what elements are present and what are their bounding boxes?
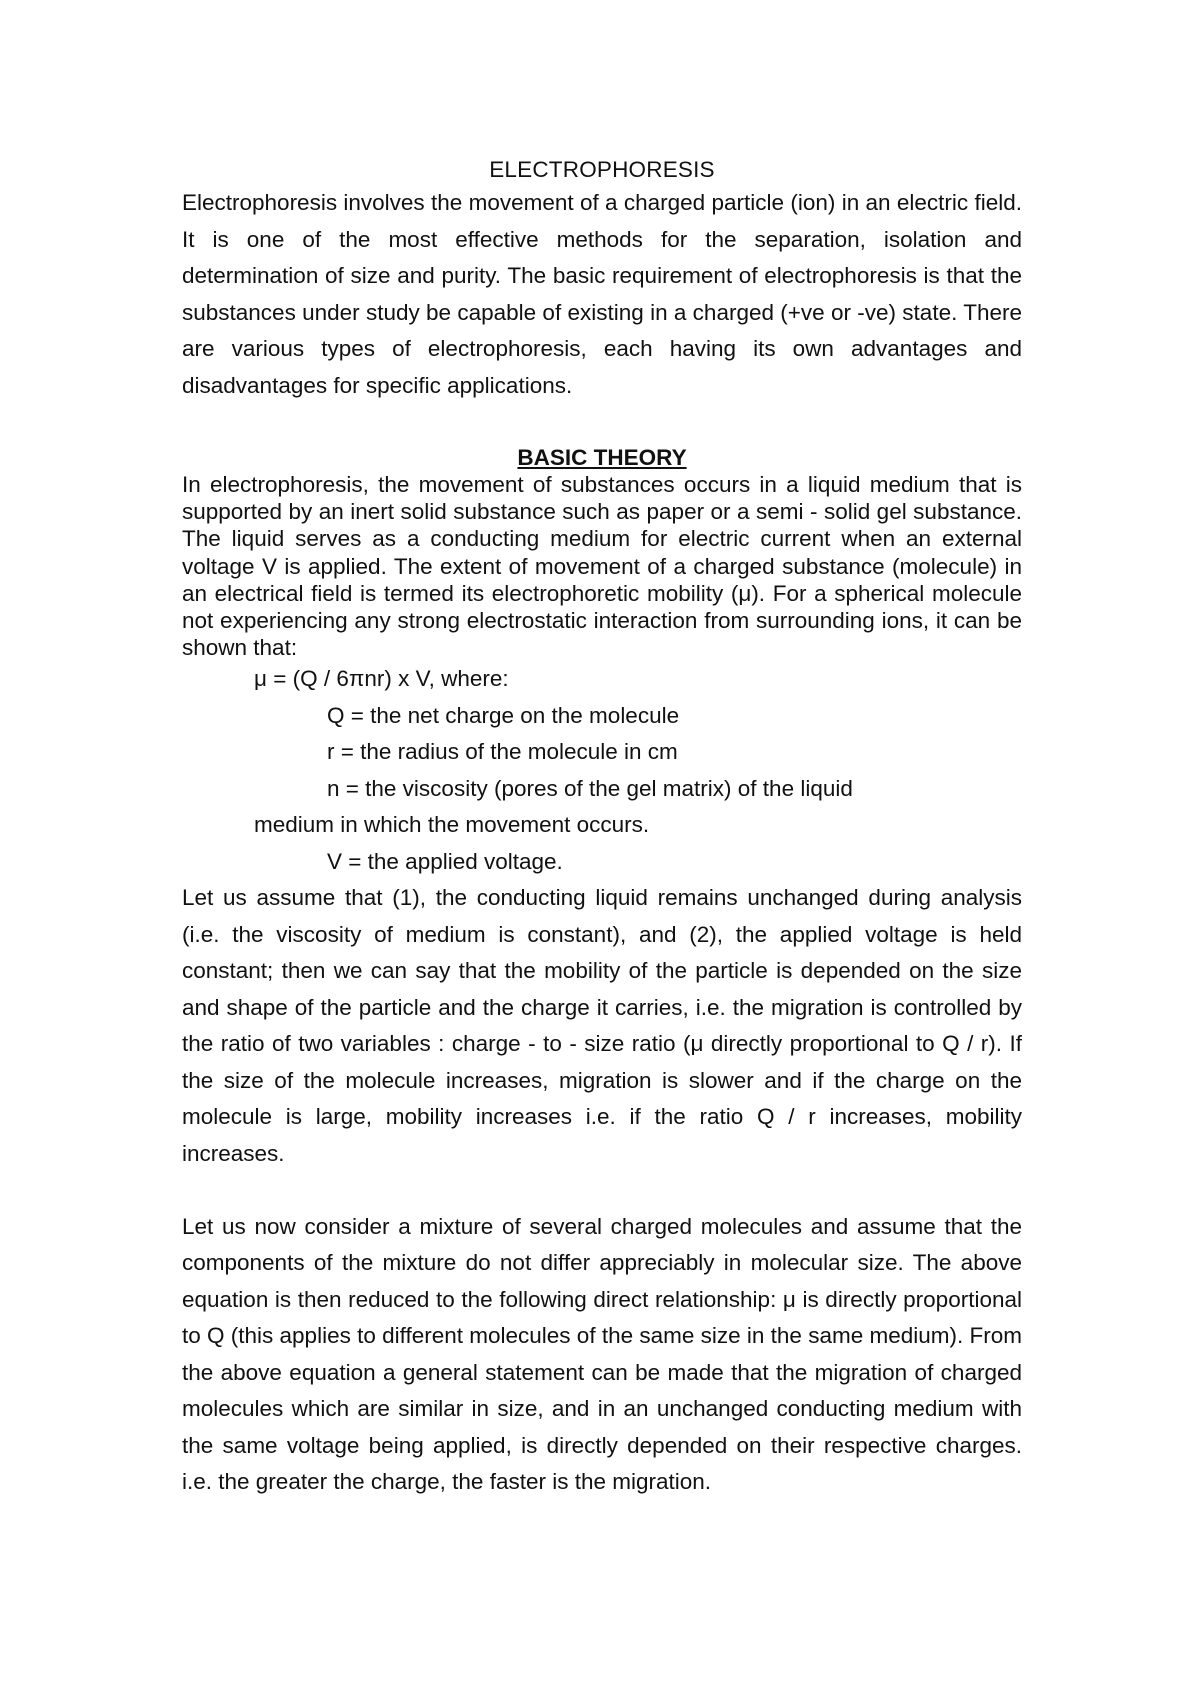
paragraph-spacer <box>182 1172 1022 1209</box>
section-spacer <box>182 404 1022 445</box>
document-title: ELECTROPHORESIS <box>489 157 715 182</box>
document-body <box>182 155 1022 1501</box>
mobility-formula: μ = (Q / 6πnr) x V, where: <box>254 666 509 692</box>
definition-n: n = the viscosity (pores of the gel matrix) of the liquid <box>327 775 853 801</box>
definition-v: V = the applied voltage. <box>327 848 563 874</box>
definition-n-continued: medium in which the movement occurs. <box>254 812 650 838</box>
mixture-paragraph: Let us now consider a mixture of several charged molecules and assume that the components of the mixture do not differ appreciably in molecular size. The above equation is then reduced to the following direct relationship: μ is directly proportional to Q (this applies to different molecules of the same size in the same medium). From the above equation a general statement can be made that the migration of charged molecules which are similar in size, and in an unchanged conducting medium with the same voltage being applied, is directly depended on their respective charges. i.e. the greater the charge, the faster is the migration. <box>182 1213 1022 1495</box>
definition-q: Q = the net charge on the molecule <box>327 702 680 728</box>
assumption-paragraph: Let us assume that (1), the conducting liquid remains unchanged during analysis (i.e. the viscosity of medium is constant), and (2), the applied voltage is held constant; then we can say that the mobility of the particle is depended on the size and shape of the particle and the charge it carries, i.e. the migration is controlled by the ratio of two variables : charge - to - size ratio (μ directly proportional to Q / r). If the size of the molecule increases, migration is slower and if the charge on the molecule is large, mobility increases i.e. if the ratio Q / r increases, mobility increases. <box>182 885 1022 1166</box>
section-heading: BASIC THEORY <box>517 445 687 470</box>
theory-paragraph: In electrophoresis, the movement of substances occurs in a liquid medium that is supported by an inert solid substance such as paper or a semi - solid gel substance. The liquid serves as a conducting medium for electric current when an external voltage V is applied. The extent of movement of a charged substance (molecule) in an electrical field is termed its electrophoretic mobility (μ). For a spherical molecule not experiencing any strong electrostatic interaction from surrounding ions, it can be shown that: <box>182 472 1022 661</box>
intro-paragraph: Electrophoresis involves the movement of a charged particle (ion) in an electric field. It is one of the most effective methods for the separation, isolation and determination of size and purity. The basic requirement of electrophoresis is that the substances under study be capable of existing in a charged (+ve or -ve) state. There are various types of electrophoresis, each having its own advantages and disadvantages for specific applications. <box>182 190 1022 398</box>
definition-r: r = the radius of the molecule in cm <box>327 739 678 765</box>
